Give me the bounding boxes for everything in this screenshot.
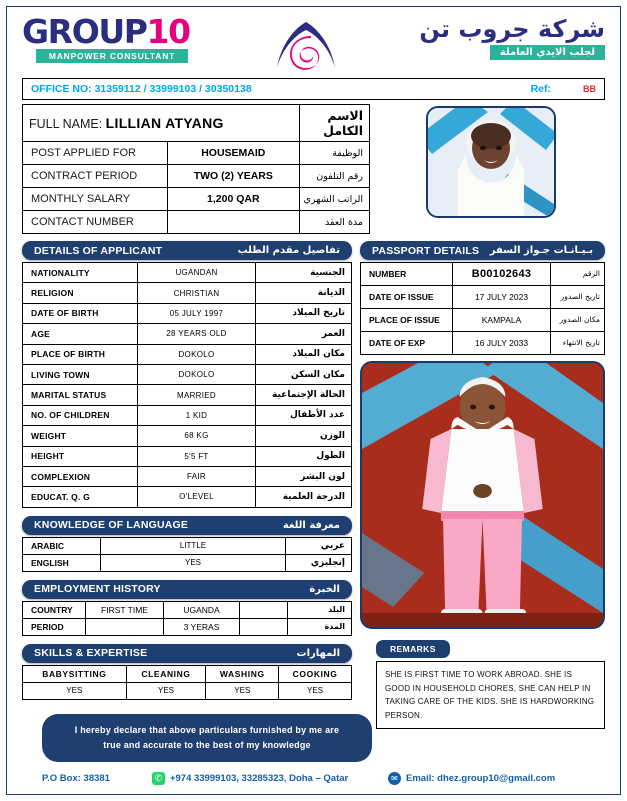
- remarks-section: [360, 639, 605, 729]
- row-arabic: الوزن: [256, 426, 352, 446]
- email-text: Email: dhez.group10@gmail.com: [406, 773, 556, 785]
- details-title-en: DETAILS OF APPLICANT: [34, 244, 163, 257]
- table-row: [23, 303, 352, 323]
- row-value: DOKOLO: [138, 344, 256, 364]
- office-number-text: OFFICE NO: 31359112 / 33999103 / 30350138: [31, 83, 252, 95]
- passport-title-ar: بـيـانـات جـواز السفر: [489, 245, 593, 256]
- row-value: MARRIED: [138, 385, 256, 405]
- skills-expertise-table: [22, 665, 352, 700]
- details-of-applicant-table: [22, 262, 352, 508]
- ref-group: [531, 83, 596, 95]
- row-value: YES: [101, 554, 286, 571]
- row-value: B00102643: [453, 263, 551, 286]
- table-row: [361, 263, 605, 286]
- row-value: 68 KG: [138, 426, 256, 446]
- row-arabic: الوظيفة: [300, 142, 370, 165]
- row-value: CHRISTIAN: [138, 283, 256, 303]
- details-title-ar: تفاصيل مقدم الطلب: [237, 245, 340, 256]
- row-label: POST APPLIED FOR: [23, 142, 168, 165]
- portrait-photo-wrap: [376, 104, 605, 234]
- left-column: [22, 241, 352, 762]
- row-label: CONTRACT PERIOD: [23, 165, 168, 188]
- table-row: [23, 466, 352, 486]
- applicant-header-table-wrap: [22, 104, 370, 234]
- row-label: NO. OF CHILDREN: [23, 405, 138, 425]
- skill-header: BABYSITTING: [23, 665, 127, 682]
- details-rows: [23, 263, 352, 508]
- table-row: [23, 405, 352, 425]
- row-value: 5'5 FT: [138, 446, 256, 466]
- arabic-tagline: لجلب الايدي العاملة: [490, 45, 605, 60]
- table-row: [23, 446, 352, 466]
- row-arabic: عربي: [286, 537, 352, 554]
- passport-details-header: [360, 241, 605, 260]
- arabic-company-title: شركة جروب تن: [419, 15, 605, 43]
- remarks-text: SHE IS FIRST TIME TO WORK ABROAD. SHE IS GOOD IN HOUSEHOLD CHORES, SHE CAN HELP IN TAKING CARE OF THE KIDS. SHE IS HARDWORKING PERSON.: [376, 661, 605, 729]
- row-value: 16 JULY 2033: [453, 332, 551, 355]
- row-arabic: مدة العقد: [300, 211, 370, 234]
- skill-header: CLEANING: [126, 665, 206, 682]
- row-label: MONTHLY SALARY: [23, 188, 168, 211]
- row-value: 1 KID: [138, 405, 256, 425]
- company-logo-left: [22, 12, 222, 63]
- row-label: AGE: [23, 324, 138, 344]
- row-arabic: الطول: [256, 446, 352, 466]
- row-arabic: الراتب الشهري: [300, 188, 370, 211]
- row-label: RELIGION: [23, 283, 138, 303]
- row-label: MARITAL STATUS: [23, 385, 138, 405]
- ref-label: Ref:: [530, 83, 551, 95]
- row-arabic: العمر: [256, 324, 352, 344]
- table-row: [23, 601, 352, 618]
- table-row: [361, 332, 605, 355]
- skill-header: COOKING: [279, 665, 352, 682]
- table-row: [23, 487, 352, 507]
- row-value: KAMPALA: [453, 309, 551, 332]
- fullname-cell: [23, 105, 300, 142]
- row-value: [167, 211, 300, 234]
- document-header: [16, 14, 611, 76]
- row-arabic: لون البشر: [256, 466, 352, 486]
- row-label: HEIGHT: [23, 446, 138, 466]
- row-value: UGANDAN: [138, 263, 256, 283]
- skills-expertise-header: [22, 644, 352, 663]
- row-value: HOUSEMAID: [167, 142, 300, 165]
- table-row: [361, 309, 605, 332]
- row-label: ENGLISH: [23, 554, 101, 571]
- row-value: TWO (2) YEARS: [167, 165, 300, 188]
- table-row: [23, 283, 352, 303]
- table-row: [23, 142, 370, 165]
- row-arabic: إنجليزي: [286, 554, 352, 571]
- company-logo-right: [390, 16, 605, 60]
- row-value: 1,200 QAR: [167, 188, 300, 211]
- row-label: NATIONALITY: [23, 263, 138, 283]
- email-icon: ✉: [388, 772, 401, 785]
- row-label: COMPLEXION: [23, 466, 138, 486]
- skills-block: [22, 644, 352, 700]
- details-of-applicant-header: [22, 241, 352, 260]
- row-arabic: الرقم: [551, 263, 605, 286]
- employment-title-en: EMPLOYMENT HISTORY: [34, 583, 161, 596]
- logo-number: 10: [146, 12, 190, 51]
- row-label: ARABIC: [23, 537, 101, 554]
- skill-header: WASHING: [206, 665, 279, 682]
- table-row: [23, 426, 352, 446]
- employment-history-table: [22, 601, 352, 636]
- row-arabic: رقم التلفون: [300, 165, 370, 188]
- skill-value: YES: [206, 682, 279, 699]
- document-footer: [22, 772, 605, 785]
- row-label: DATE OF ISSUE: [361, 286, 453, 309]
- applicant-header-table: [22, 104, 370, 234]
- row-label: PERIOD: [23, 618, 86, 635]
- row-value: 05 JULY 1997: [138, 303, 256, 323]
- table-row: [23, 263, 352, 283]
- row-label: COUNTRY: [23, 601, 86, 618]
- skills-rows: [23, 665, 352, 699]
- row-value-3: [240, 618, 288, 635]
- language-title-en: KNOWLEDGE OF LANGUAGE: [34, 519, 189, 532]
- table-row: [23, 188, 370, 211]
- table-row: [23, 554, 352, 571]
- fullname-row: [23, 105, 370, 142]
- office-number-box: [22, 78, 605, 100]
- row-arabic: تاريخ الميلاد: [256, 303, 352, 323]
- table-row: [23, 324, 352, 344]
- row-arabic: الجنسية: [256, 263, 352, 283]
- row-arabic: المدة: [288, 618, 352, 635]
- row-arabic: مكان الميلاد: [256, 344, 352, 364]
- row-label: NUMBER: [361, 263, 453, 286]
- row-value: FAIR: [138, 466, 256, 486]
- mid-section: [22, 241, 605, 762]
- table-row: [23, 618, 352, 635]
- applicant-face-photo-icon: [428, 108, 554, 216]
- table-row: [23, 364, 352, 384]
- right-column: [360, 241, 605, 762]
- knowledge-of-language-table: [22, 537, 352, 572]
- employment-history-header: [22, 580, 352, 599]
- knowledge-of-language-header: [22, 516, 352, 535]
- language-block: [22, 516, 352, 572]
- row-label: PLACE OF BIRTH: [23, 344, 138, 364]
- table-row: [23, 385, 352, 405]
- employment-block: [22, 580, 352, 636]
- skill-value: YES: [279, 682, 352, 699]
- applicant-header-rows: [23, 142, 370, 234]
- row-arabic: عدد الأطفال: [256, 405, 352, 425]
- row-label: CONTACT NUMBER: [23, 211, 168, 234]
- row-value-1: [86, 618, 164, 635]
- row-value: 28 YEARS OLD: [138, 324, 256, 344]
- po-box-text: P.O Box: 38381: [42, 773, 110, 785]
- center-emblem: [261, 16, 351, 76]
- row-arabic: مكان الصدور: [551, 309, 605, 332]
- table-row: [361, 286, 605, 309]
- remarks-tab-label: REMARKS: [376, 640, 450, 658]
- table-header-row: [23, 665, 352, 682]
- row-arabic: تاريخ الصدور: [551, 286, 605, 309]
- logo-wordmark: [22, 12, 222, 51]
- fullname-value: LILLIAN ATYANG: [105, 115, 224, 131]
- top-section: [22, 104, 605, 234]
- passport-rows: [361, 263, 605, 355]
- row-arabic: الحالة الإجتماعية: [256, 385, 352, 405]
- whatsapp-icon: ✆: [152, 772, 165, 785]
- employment-title-ar: الخبرة: [309, 583, 340, 595]
- row-value: O'LEVEL: [138, 487, 256, 507]
- skill-value: YES: [23, 682, 127, 699]
- row-value: LITTLE: [101, 537, 286, 554]
- whatsapp-group[interactable]: [152, 772, 348, 785]
- row-label: WEIGHT: [23, 426, 138, 446]
- row-value-2: 3 YERAS: [164, 618, 240, 635]
- table-row: [23, 682, 352, 699]
- ref-value: BB: [583, 84, 596, 94]
- row-arabic: الدرجة العلمية: [256, 487, 352, 507]
- row-value-3: [240, 601, 288, 618]
- footer-left: [22, 772, 374, 785]
- row-arabic: البلد: [288, 601, 352, 618]
- logo-text: GROUP: [22, 12, 147, 51]
- fullname-label: FULL NAME:: [29, 117, 103, 131]
- row-label: DATE OF EXP: [361, 332, 453, 355]
- footer-right[interactable]: [374, 772, 605, 785]
- row-value-1: FIRST TIME: [86, 601, 164, 618]
- row-label: LIVING TOWN: [23, 364, 138, 384]
- row-value: 17 JULY 2023: [453, 286, 551, 309]
- skills-title-ar: المهارات: [296, 647, 340, 659]
- logo-tagline: MANPOWER CONSULTANT: [36, 49, 188, 63]
- row-value: DOKOLO: [138, 364, 256, 384]
- house-swirl-icon: [271, 18, 341, 76]
- fullbody-photo: [360, 361, 605, 629]
- row-arabic: تاريخ الانتهاء: [551, 332, 605, 355]
- row-arabic: الديانة: [256, 283, 352, 303]
- row-label: PLACE OF ISSUE: [361, 309, 453, 332]
- fullname-arabic: الاسم الكامل: [300, 105, 370, 142]
- language-title-ar: معرفة اللغة: [282, 519, 340, 531]
- skills-title-en: SKILLS & EXPERTISE: [34, 647, 148, 660]
- row-arabic: مكان السكن: [256, 364, 352, 384]
- table-row: [23, 211, 370, 234]
- portrait-photo: [426, 106, 556, 218]
- language-rows: [23, 537, 352, 571]
- applicant-fullbody-photo-icon: [362, 363, 603, 627]
- table-row: [23, 537, 352, 554]
- row-label: DATE OF BIRTH: [23, 303, 138, 323]
- skill-value: YES: [126, 682, 206, 699]
- row-value-2: UGANDA: [164, 601, 240, 618]
- whatsapp-number-text: +974 33999103, 33285323, Doha – Qatar: [169, 773, 349, 785]
- passport-details-table: [360, 262, 605, 355]
- table-row: [23, 165, 370, 188]
- table-row: [23, 344, 352, 364]
- employment-rows: [23, 601, 352, 635]
- passport-title-en: PASSPORT DETAILS: [372, 244, 480, 257]
- declaration-banner: I hereby declare that above particulars furnished by me are true and accurate to the best of my knowledge: [42, 714, 372, 763]
- office-contact-row: [22, 78, 605, 100]
- row-label: EDUCAT. Q. G: [23, 487, 138, 507]
